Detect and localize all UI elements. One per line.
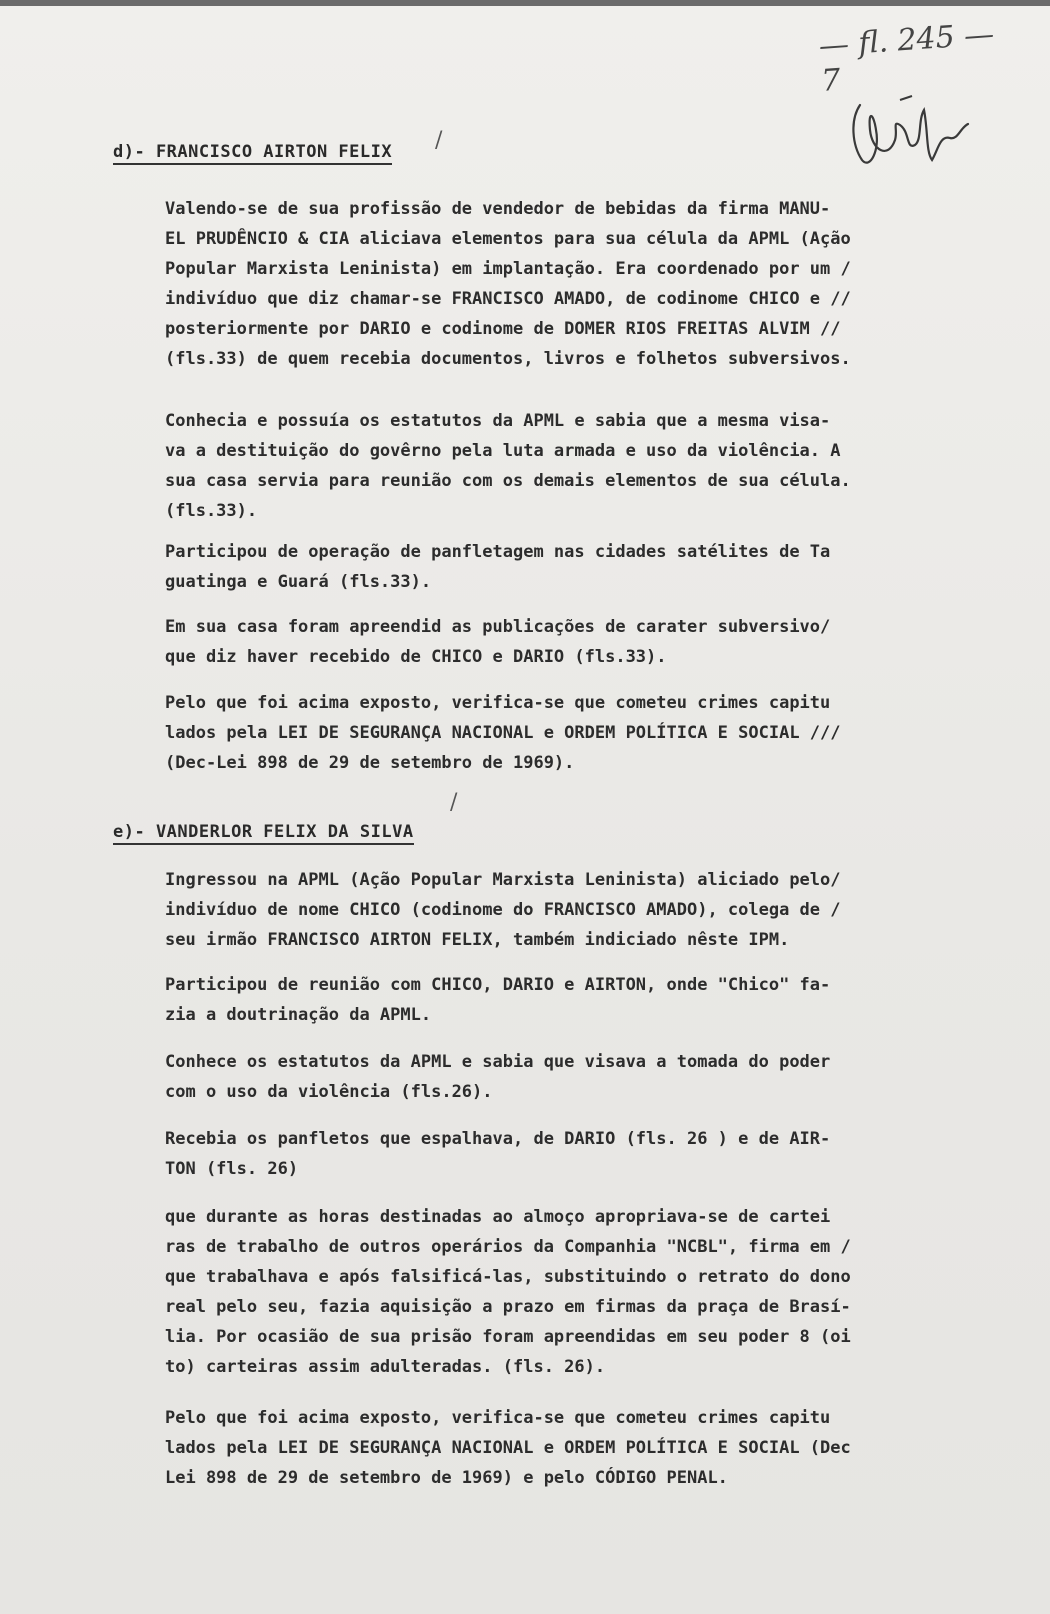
section-d-heading: d)- FRANCISCO AIRTON FELIX (113, 142, 392, 165)
margin-page-annotation: — fl. 245 — 7 (817, 16, 996, 99)
check-mark: / (450, 790, 458, 815)
text-line: posteriormente por DARIO e codinome de DOMER RIOS FREITAS ALVIM // (165, 319, 841, 339)
text-line: Valendo-se de sua profissão de vendedor de bebidas da firma MANU- (165, 199, 831, 219)
text-line: ras de trabalho de outros operários da Companhia "NCBL", firma em / (165, 1237, 851, 1257)
text-line: va a destituição do govêrno pela luta armada e uso da violência. A (165, 441, 841, 461)
text-line: Conhece os estatutos da APML e sabia que visava a tomada do poder (165, 1052, 831, 1072)
text-line: com o uso da violência (fls.26). (165, 1082, 493, 1102)
text-line: zia a doutrinação da APML. (165, 1005, 432, 1025)
text-line: Participou de reunião com CHICO, DARIO e AIRTON, onde "Chico" fa- (165, 975, 831, 995)
text-line: sua casa servia para reunião com os demais elementos de sua célula. (165, 471, 851, 491)
text-line: Em sua casa foram apreendid as publicações de carater subversivo/ (165, 617, 831, 637)
text-line: lia. Por ocasião de sua prisão foram apreendidas em seu poder 8 (oi (165, 1327, 851, 1347)
text-line: TON (fls. 26) (165, 1159, 299, 1179)
text-line: que trabalhava e após falsificá-las, substituindo o retrato do dono (165, 1267, 851, 1287)
text-line: guatinga e Guará (fls.33). (165, 572, 432, 592)
text-line: indivíduo de nome CHICO (codinome do FRANCISCO AMADO), colega de / (165, 900, 841, 920)
section-d-paragraph-5 (165, 688, 1000, 778)
section-e-paragraph-6 (165, 1403, 1000, 1493)
text-line: EL PRUDÊNCIO & CIA aliciava elementos para sua célula da APML (Ação (165, 229, 851, 249)
text-line: Recebia os panfletos que espalhava, de DARIO (fls. 26 ) e de AIR- (165, 1129, 831, 1149)
text-line: que diz haver recebido de CHICO e DARIO (fls.33). (165, 647, 667, 667)
text-line: Pelo que foi acima exposto, verifica-se que cometeu crimes capitu (165, 693, 831, 713)
text-line: Conhecia e possuía os estatutos da APML e sabia que a mesma visa- (165, 411, 831, 431)
text-line: lados pela LEI DE SEGURANÇA NACIONAL e ORDEM POLÍTICA E SOCIAL /// (165, 723, 841, 743)
section-d-paragraph-1 (165, 194, 1000, 374)
check-mark: / (435, 128, 443, 153)
section-e-paragraph-4 (165, 1124, 1000, 1184)
text-line: Lei 898 de 29 de setembro de 1969) e pelo CÓDIGO PENAL. (165, 1468, 728, 1488)
handwritten-initials (840, 90, 980, 180)
text-line: que durante as horas destinadas ao almoço apropriava-se de cartei (165, 1207, 831, 1227)
section-e-paragraph-2 (165, 970, 1000, 1030)
text-line: lados pela LEI DE SEGURANÇA NACIONAL e ORDEM POLÍTICA E SOCIAL (Dec (165, 1438, 851, 1458)
text-line: (fls.33). (165, 501, 258, 521)
text-line: Pelo que foi acima exposto, verifica-se que cometeu crimes capitu (165, 1408, 831, 1428)
section-d-paragraph-2 (165, 406, 1000, 526)
section-e-paragraph-3 (165, 1047, 1000, 1107)
text-line: Ingressou na APML (Ação Popular Marxista Leninista) aliciado pelo/ (165, 870, 841, 890)
section-d-paragraph-4 (165, 612, 1000, 672)
text-line: indivíduo que diz chamar-se FRANCISCO AMADO, de codinome CHICO e // (165, 289, 851, 309)
scan-edge (0, 0, 1050, 6)
text-line: seu irmão FRANCISCO AIRTON FELIX, também indiciado nêste IPM. (165, 930, 790, 950)
text-line: Popular Marxista Leninista) em implantação. Era coordenado por um / (165, 259, 851, 279)
text-line: real pelo seu, fazia aquisição a prazo em firmas da praça de Brasí- (165, 1297, 851, 1317)
text-line: to) carteiras assim adulteradas. (fls. 26). (165, 1357, 606, 1377)
text-line: Participou de operação de panfletagem nas cidades satélites de Ta (165, 542, 831, 562)
section-d-paragraph-3 (165, 537, 1000, 597)
text-line: (Dec-Lei 898 de 29 de setembro de 1969). (165, 753, 575, 773)
section-e-heading: e)- VANDERLOR FELIX DA SILVA (113, 822, 414, 845)
text-line: (fls.33) de quem recebia documentos, livros e folhetos subversivos. (165, 349, 851, 369)
section-e-paragraph-1 (165, 865, 1000, 955)
section-e-paragraph-5 (165, 1202, 1000, 1382)
